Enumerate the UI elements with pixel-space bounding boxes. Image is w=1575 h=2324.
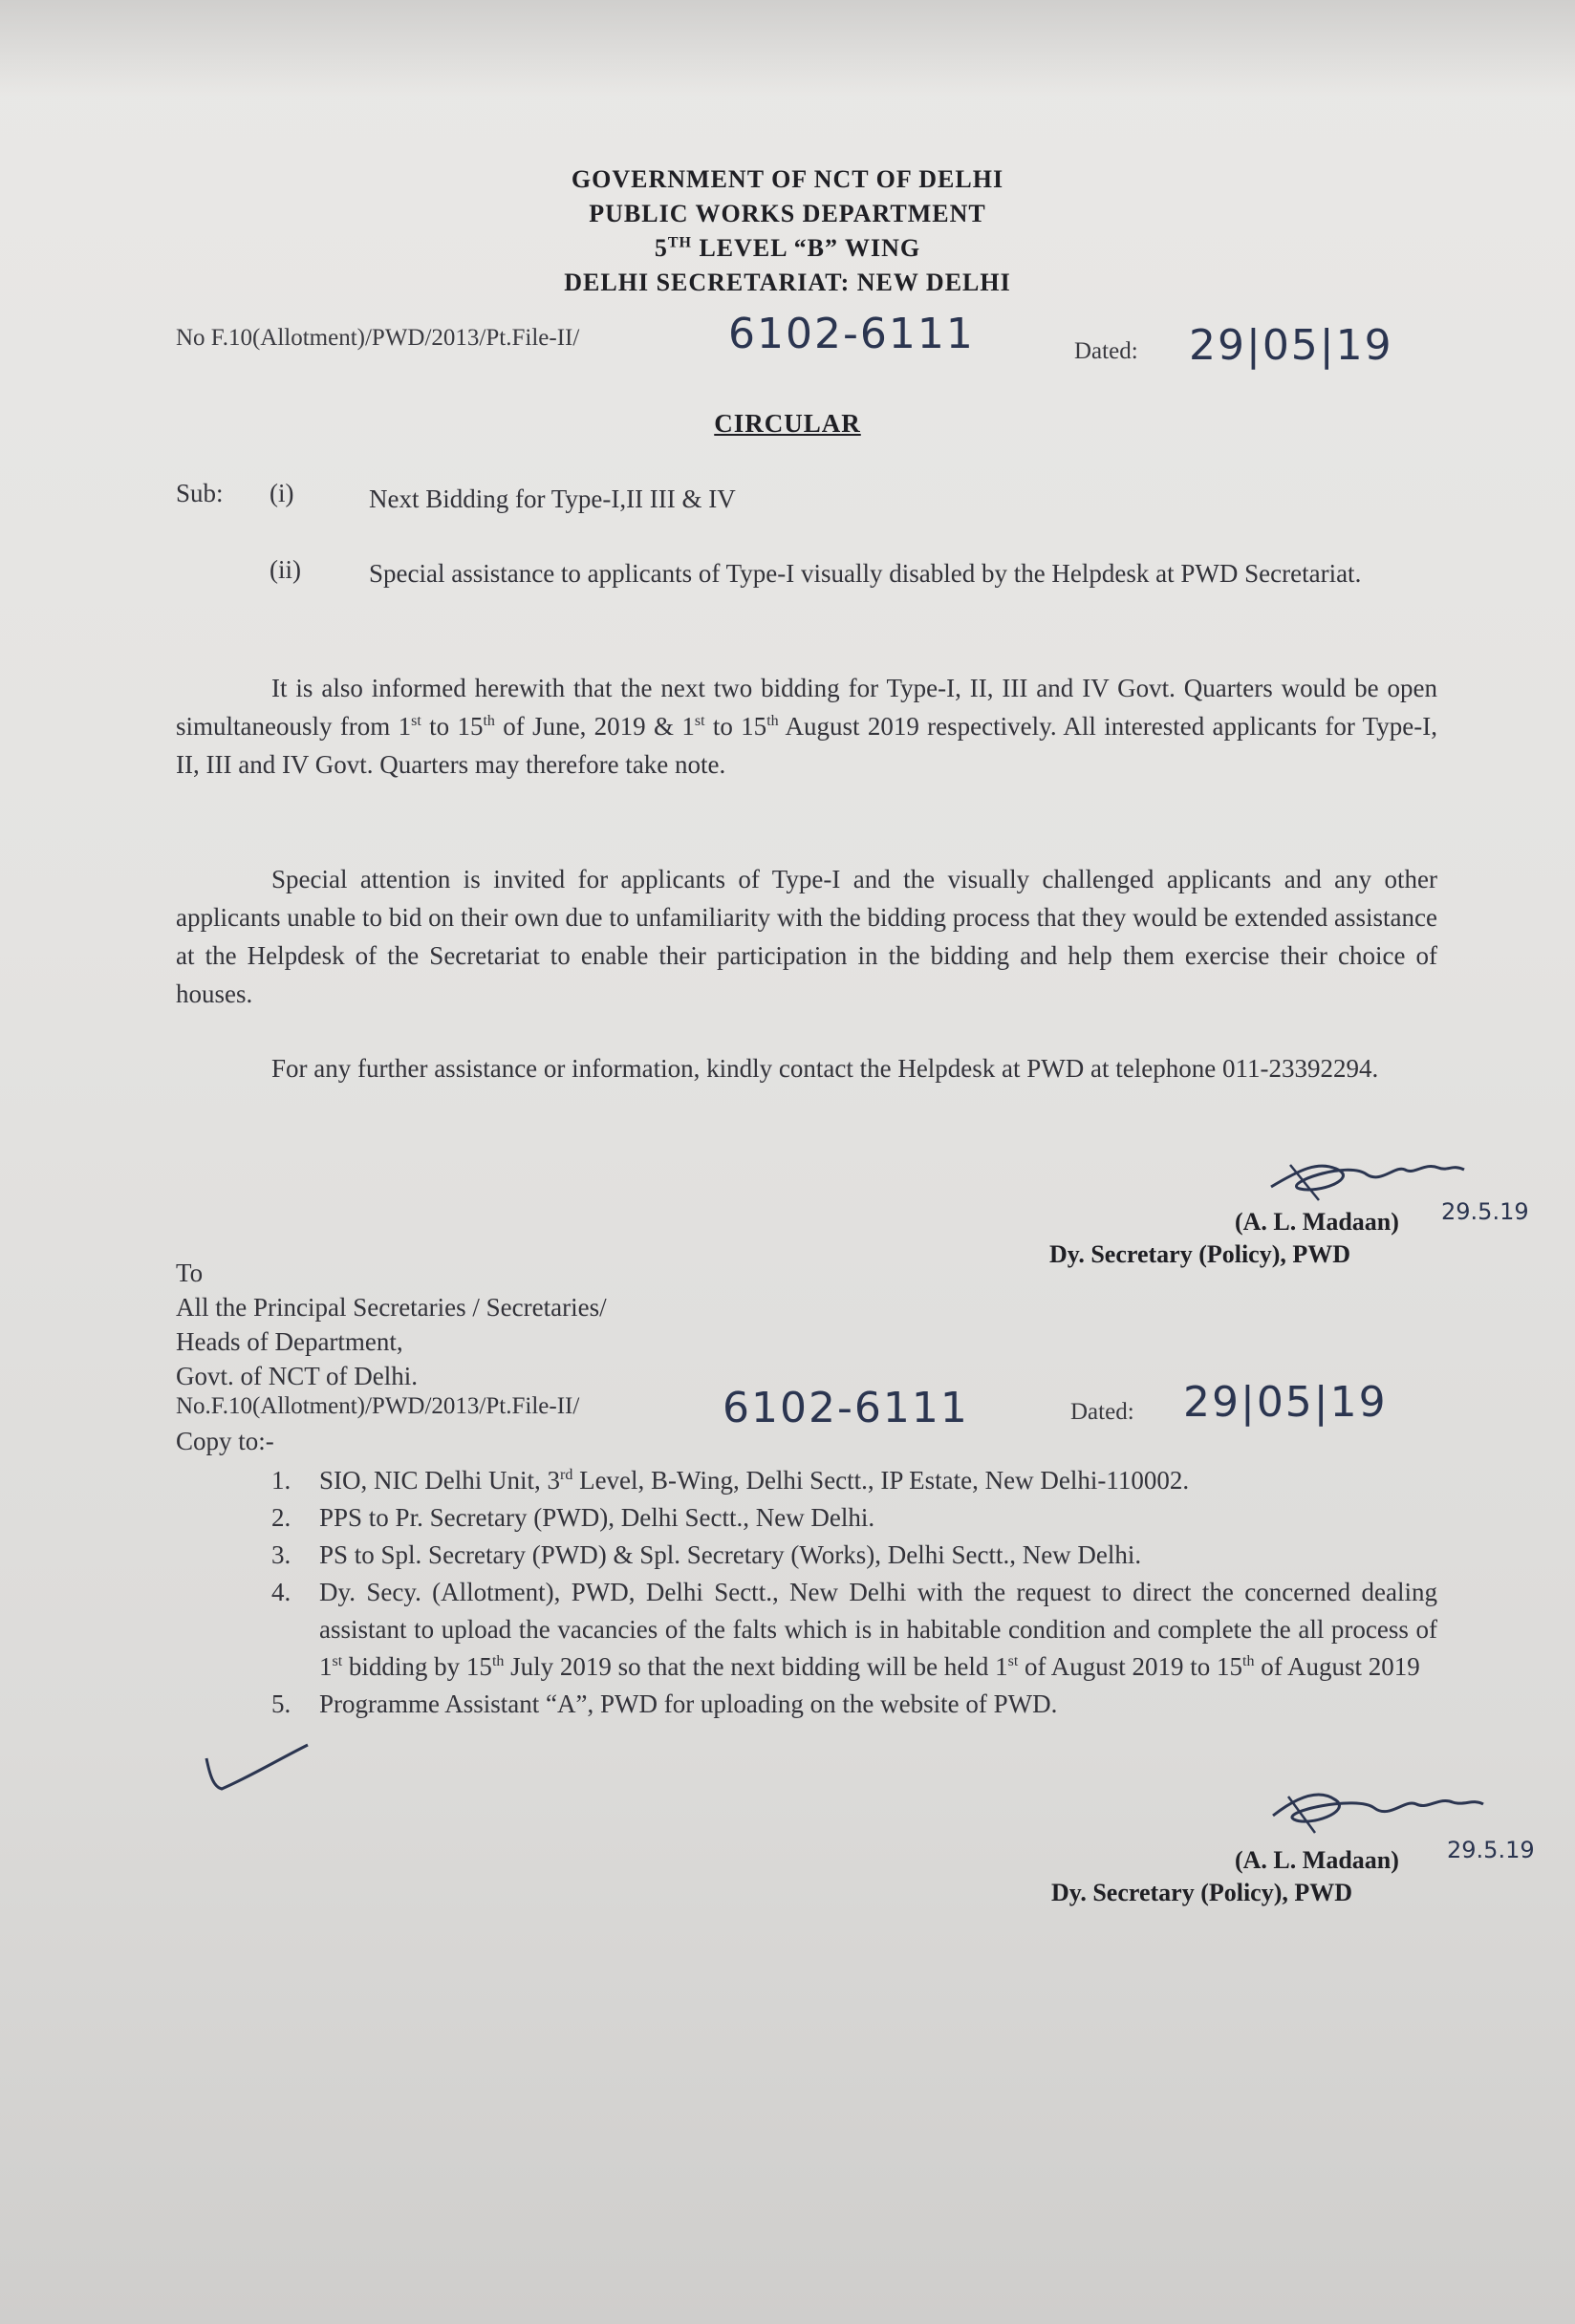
subject-item-1-num: (i) bbox=[270, 479, 294, 507]
circular-title: CIRCULAR bbox=[714, 409, 861, 438]
signature-1-mark bbox=[1262, 1141, 1472, 1208]
signature-1-designation: Dy. Secretary (Policy), PWD bbox=[1049, 1240, 1351, 1268]
paragraph-3: For any further assistance or information, kindly contact the Helpdesk at PWD at telephone 011-23392294. bbox=[271, 1054, 1379, 1083]
header-line-4: DELHI SECRETARIAT: NEW DELHI bbox=[564, 269, 1011, 296]
letterhead bbox=[0, 162, 1575, 300]
list-item: 2. PPS to Pr. Secretary (PWD), Delhi Sectt., New Delhi. bbox=[271, 1503, 875, 1532]
signature-1-date: 29.5.19 bbox=[1441, 1198, 1529, 1225]
header-line-3: 5TH LEVEL “B” WING bbox=[654, 234, 921, 262]
reference-number: No F.10(Allotment)/PWD/2013/Pt.File-II/ bbox=[176, 325, 580, 351]
addressee-line-2: Heads of Department, bbox=[176, 1327, 403, 1356]
reference-2-number: No.F.10(Allotment)/PWD/2013/Pt.File-II/ bbox=[176, 1393, 580, 1419]
reference-2-handwritten-number: 6102-6111 bbox=[723, 1384, 969, 1432]
list-item: 4. Dy. Secy. (Allotment), PWD, Delhi Sectt., New Delhi with the request to direct the concerned dealing assistant to upload the vacancies of the falts which is in habitable condition and complete the all process of 1st bidding by 15th July 2019 so that the next bidding will be held 1st of August 2019 to 15th of August 2019 bbox=[271, 1578, 1437, 1681]
subject-item-2-num: (ii) bbox=[270, 555, 301, 584]
page-shadow bbox=[0, 0, 1575, 96]
copy-to-label: Copy to:- bbox=[176, 1427, 274, 1455]
list-item: 1. SIO, NIC Delhi Unit, 3rd Level, B-Wing, Delhi Sectt., IP Estate, New Delhi-110002. bbox=[271, 1466, 1190, 1495]
paragraph-2: Special attention is invited for applicants of Type-I and the visually challenged applicants and any other applicants unable to bid on their own due to unfamiliarity with the bidding process that they would be extended assistance at the Helpdesk of the Secretariat to enable their participation in the bidding and help them exercise their choice of houses. bbox=[176, 865, 1437, 1008]
copy-to-list bbox=[271, 1462, 1437, 1723]
addressee-line-1: All the Principal Secretaries / Secretaries/ bbox=[176, 1293, 607, 1322]
addressee-to: To bbox=[176, 1259, 204, 1287]
addressee-block bbox=[176, 1256, 607, 1393]
list-item: 5. Programme Assistant “A”, PWD for uploading on the website of PWD. bbox=[271, 1689, 1058, 1718]
dated-label: Dated: bbox=[1074, 338, 1138, 364]
header-line-2: PUBLIC WORKS DEPARTMENT bbox=[589, 200, 986, 227]
subject-label: Sub: bbox=[176, 479, 224, 507]
signature-2-scribble bbox=[1262, 1777, 1491, 1844]
reference-handwritten-number: 6102-6111 bbox=[728, 310, 975, 358]
list-item: 3. PS to Spl. Secretary (PWD) & Spl. Secretary (Works), Delhi Sectt., New Delhi. bbox=[271, 1540, 1142, 1569]
addressee-line-3: Govt. of NCT of Delhi. bbox=[176, 1362, 418, 1390]
signature-2-designation: Dy. Secretary (Policy), PWD bbox=[1051, 1879, 1353, 1906]
signature-2-mark bbox=[1262, 1777, 1491, 1844]
subject-item-2-text: Special assistance to applicants of Type-I visually disabled by the Helpdesk at PWD Secretariat. bbox=[369, 559, 1362, 588]
checkmark-icon bbox=[201, 1739, 315, 1797]
signature-1-name: (A. L. Madaan) bbox=[1235, 1208, 1399, 1236]
reference-line bbox=[176, 310, 1437, 373]
subject-item-1-text: Next Bidding for Type-I,II III & IV bbox=[369, 484, 736, 513]
dated-handwritten: 29|05|19 bbox=[1189, 321, 1393, 370]
dated-2-handwritten: 29|05|19 bbox=[1183, 1378, 1388, 1427]
signature-1-scribble bbox=[1262, 1141, 1472, 1208]
paragraph-1: It is also informed herewith that the next two bidding for Type-I, II, III and IV Govt. Quarters would be open simultaneously from 1st to 15th of June, 2019 & 1st to 15th August 2019 respectively. All interested applicants for Type-I, II, III and IV Govt. Quarters may therefore take note. bbox=[176, 674, 1437, 779]
signature-2-date: 29.5.19 bbox=[1447, 1837, 1535, 1863]
reference-line-2 bbox=[176, 1378, 1437, 1443]
signature-2-name: (A. L. Madaan) bbox=[1235, 1846, 1399, 1874]
dated-2-label: Dated: bbox=[1070, 1399, 1134, 1425]
header-line-1: GOVERNMENT OF NCT OF DELHI bbox=[571, 165, 1004, 193]
